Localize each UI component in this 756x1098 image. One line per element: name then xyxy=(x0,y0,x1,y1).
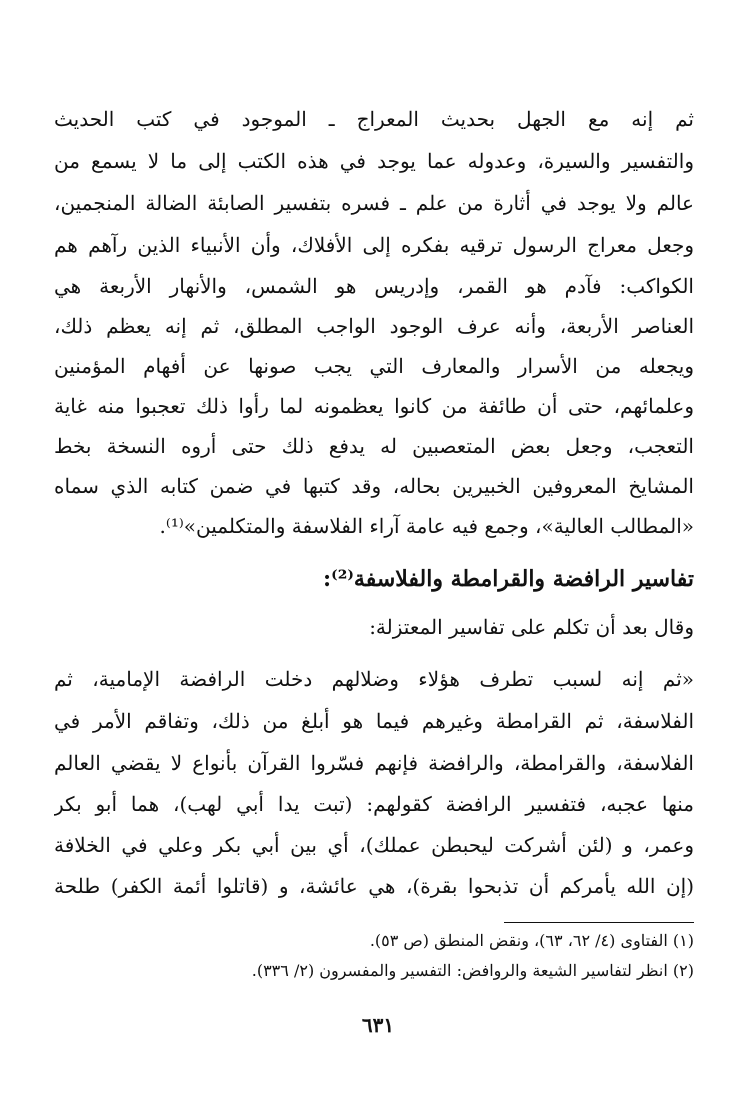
text-line: العناصر الأربعة، وأنه عرف الوجود الواجب المطلق، ثم إنه يعظم ذلك، xyxy=(54,314,694,338)
text-line: عالم ولا يوجد في أثارة من علم ـ فسره بتفسير الصابئة الضالة المنجمين، xyxy=(54,191,694,215)
text-line: ويجعله من الأسرار والمعارف التي يجب صونها عن أفهام المؤمنين xyxy=(54,354,694,378)
text-line: وعمر، و (لئن أشركت ليحبطن عملك)، أي بين أبي بكر وعلي في الخلافة xyxy=(54,833,694,857)
text-line: المشايخ المعروفين الخبيرين بحاله، وقد كتبها في ضمن كتابه الذي سماه xyxy=(54,474,694,498)
text-line: والتفسير والسيرة، وعدوله عما يوجد في هذه الكتب إلى ما لا يسمع من xyxy=(54,149,694,173)
text-line: التعجب، وجعل بعض المتعصبين له يدفع ذلك حتى أروه النسخة بخط xyxy=(54,434,694,458)
section-heading: تفاسير الرافضة والقرامطة والفلاسفة⁽²⁾: xyxy=(323,566,694,592)
text-line: وعلمائهم، حتى أن طائفة من كانوا يعظمونه لما رأوا ذلك تعجبوا منه غاية xyxy=(54,394,694,418)
intro-line: وقال بعد أن تكلم على تفاسير المعتزلة: xyxy=(369,615,694,639)
text-line: الكواكب: فآدم هو القمر، وإدريس هو الشمس، والأنهار الأربعة هي xyxy=(54,274,694,298)
footnote-2: (٢) انظر لتفاسير الشيعة والروافض: التفسير والمفسرون (٢/ ٣٣٦). xyxy=(251,961,694,980)
text-line: وجعل معراج الرسول ترقيه بفكره إلى الأفلاك، وأن الأنبياء الذين رآهم هم xyxy=(54,233,694,257)
text-line: (إن الله يأمركم أن تذبحوا بقرة)، هي عائشة، و (قاتلوا أئمة الكفر) طلحة xyxy=(54,874,694,898)
footnote-separator xyxy=(504,922,694,923)
text-line: منها عجبه، فتفسير الرافضة كقولهم: (تبت يدا أبي لهب)، هما أبو بكر xyxy=(54,792,694,816)
text-line: الفلاسفة، والقرامطة، والرافضة فإنهم فسّروا القرآن بأنواع لا يقضي العالم xyxy=(54,751,694,775)
footnote-1: (١) الفتاوى (٤/ ٦٢، ٦٣)، ونقض المنطق (ص ٥٣). xyxy=(369,931,694,950)
text-line: «المطالب العالية»، وجمع فيه عامة آراء الفلاسفة والمتكلمين»⁽¹⁾. xyxy=(159,514,694,538)
text-line: «ثم إنه لسبب تطرف هؤلاء وضلالهم دخلت الرافضة الإمامية، ثم xyxy=(54,667,694,691)
page-number: ٦٣١ xyxy=(361,1013,395,1037)
text-line: الفلاسفة، ثم القرامطة وغيرهم فيما هو أبلغ من ذلك، وتفاقم الأمر في xyxy=(54,709,694,733)
text-line: ثم إنه مع الجهل بحديث المعراج ـ الموجود في كتب الحديث xyxy=(54,107,694,131)
